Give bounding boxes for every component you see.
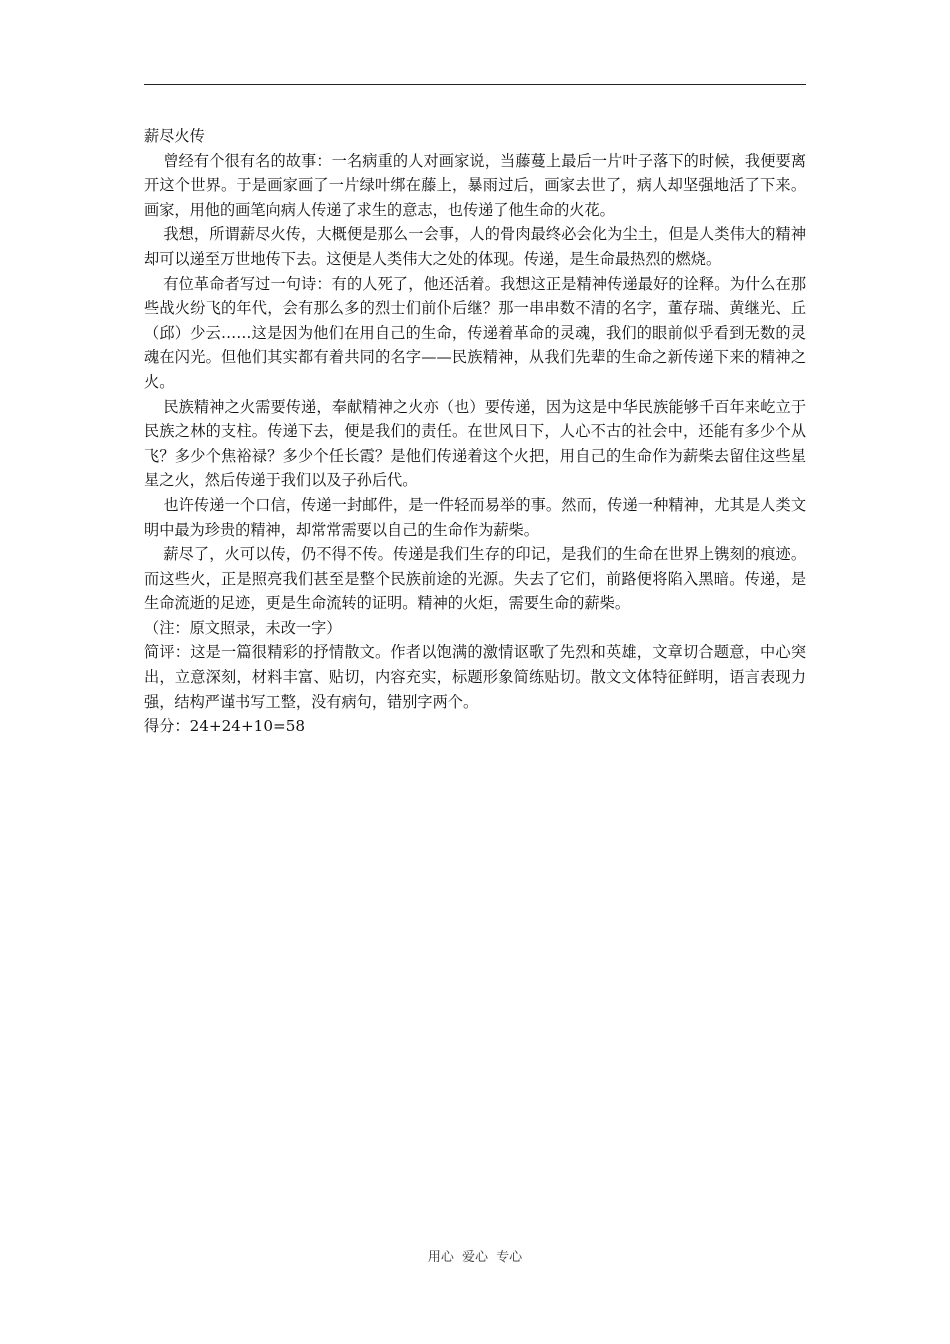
score-line: 得分：24+24+10=58 — [144, 717, 306, 736]
essay-paragraph-3: 有位革命者写过一句诗：有的人死了，他还活着。我想这正是精神传递最好的诠释。为什么在那些战火纷飞的年代，会有那么多的烈士们前仆后继？那一串串数不清的名字，董存瑞、黄继光、丘（邱）少云……这是因为他们在用自己的生命，传递着革命的灵魂，我们的眼前似乎看到无数的灵魂在闪光。但他们其实都有着共同的名字——民族精神，从我们先辈的生命之新传递下来的精神之火。 — [144, 274, 806, 391]
essay-paragraph-2: 我想，所谓薪尽火传，大概便是那么一会事，人的骨肉最终必会化为尘土，但是人类伟大的精神却可以递至万世地传下去。这便是人类伟大之处的体现。传递，是生命最热烈的燃烧。 — [144, 225, 806, 268]
editor-note: （注：原文照录，未改一字） — [144, 618, 342, 637]
essay-paragraph-6: 薪尽了，火可以传，仍不得不传。传递是我们生存的印记，是我们的生命在世界上镌刻的痕迹。而这些火，正是照亮我们甚至是整个民族前途的光源。失去了它们，前路便将陷入黑暗。传递，是生命流逝的足迹，更是生命流转的证明。精神的火炬，需要生命的薪柴。 — [144, 545, 806, 613]
essay-title: 薪尽火传 — [144, 127, 205, 145]
page-footer: 用心 爱心 专心 — [427, 1250, 523, 1265]
header-rule — [144, 84, 806, 85]
essay-paragraph-5: 也许传递一个口信，传递一封邮件，是一件轻而易举的事。然而，传递一种精神，尤其是人类文明中最为珍贵的精神，却常常需要以自己的生命作为薪柴。 — [144, 495, 806, 539]
brief-comment: 简评：这是一篇很精彩的抒情散文。作者以饱满的激情讴歌了先烈和英雄，文章切合题意，中心突出，立意深刻，材料丰富、贴切，内容充实，标题形象简练贴切。散文文体特征鲜明，语言表现力强，结构严谨书写工整，没有病句，错别字两个。 — [144, 643, 806, 711]
essay-paragraph-4: 民族精神之火需要传递，奉献精神之火亦（也）要传递，因为这是中华民族能够千百年来屹立于民族之林的支柱。传递下去，便是我们的责任。在世风日下，人心不古的社会中，还能有多少个从飞？多少个焦裕禄？多少个任长霞？是他们传递着这个火把，用自己的生命作为薪柴去留住这些星星之火，然后传递于我们以及子孙后代。 — [144, 397, 806, 490]
essay-paragraph-1: 曾经有个很有名的故事：一名病重的人对画家说，当藤蔓上最后一片叶子落下的时候，我便要离开这个世界。于是画家画了一片绿叶绑在藤上，暴雨过后，画家去世了，病人却坚强地活了下来。画家，用他的画笔向病人传递了求生的意志，也传递了他生命的火花。 — [144, 151, 806, 219]
document-body — [144, 124, 806, 739]
